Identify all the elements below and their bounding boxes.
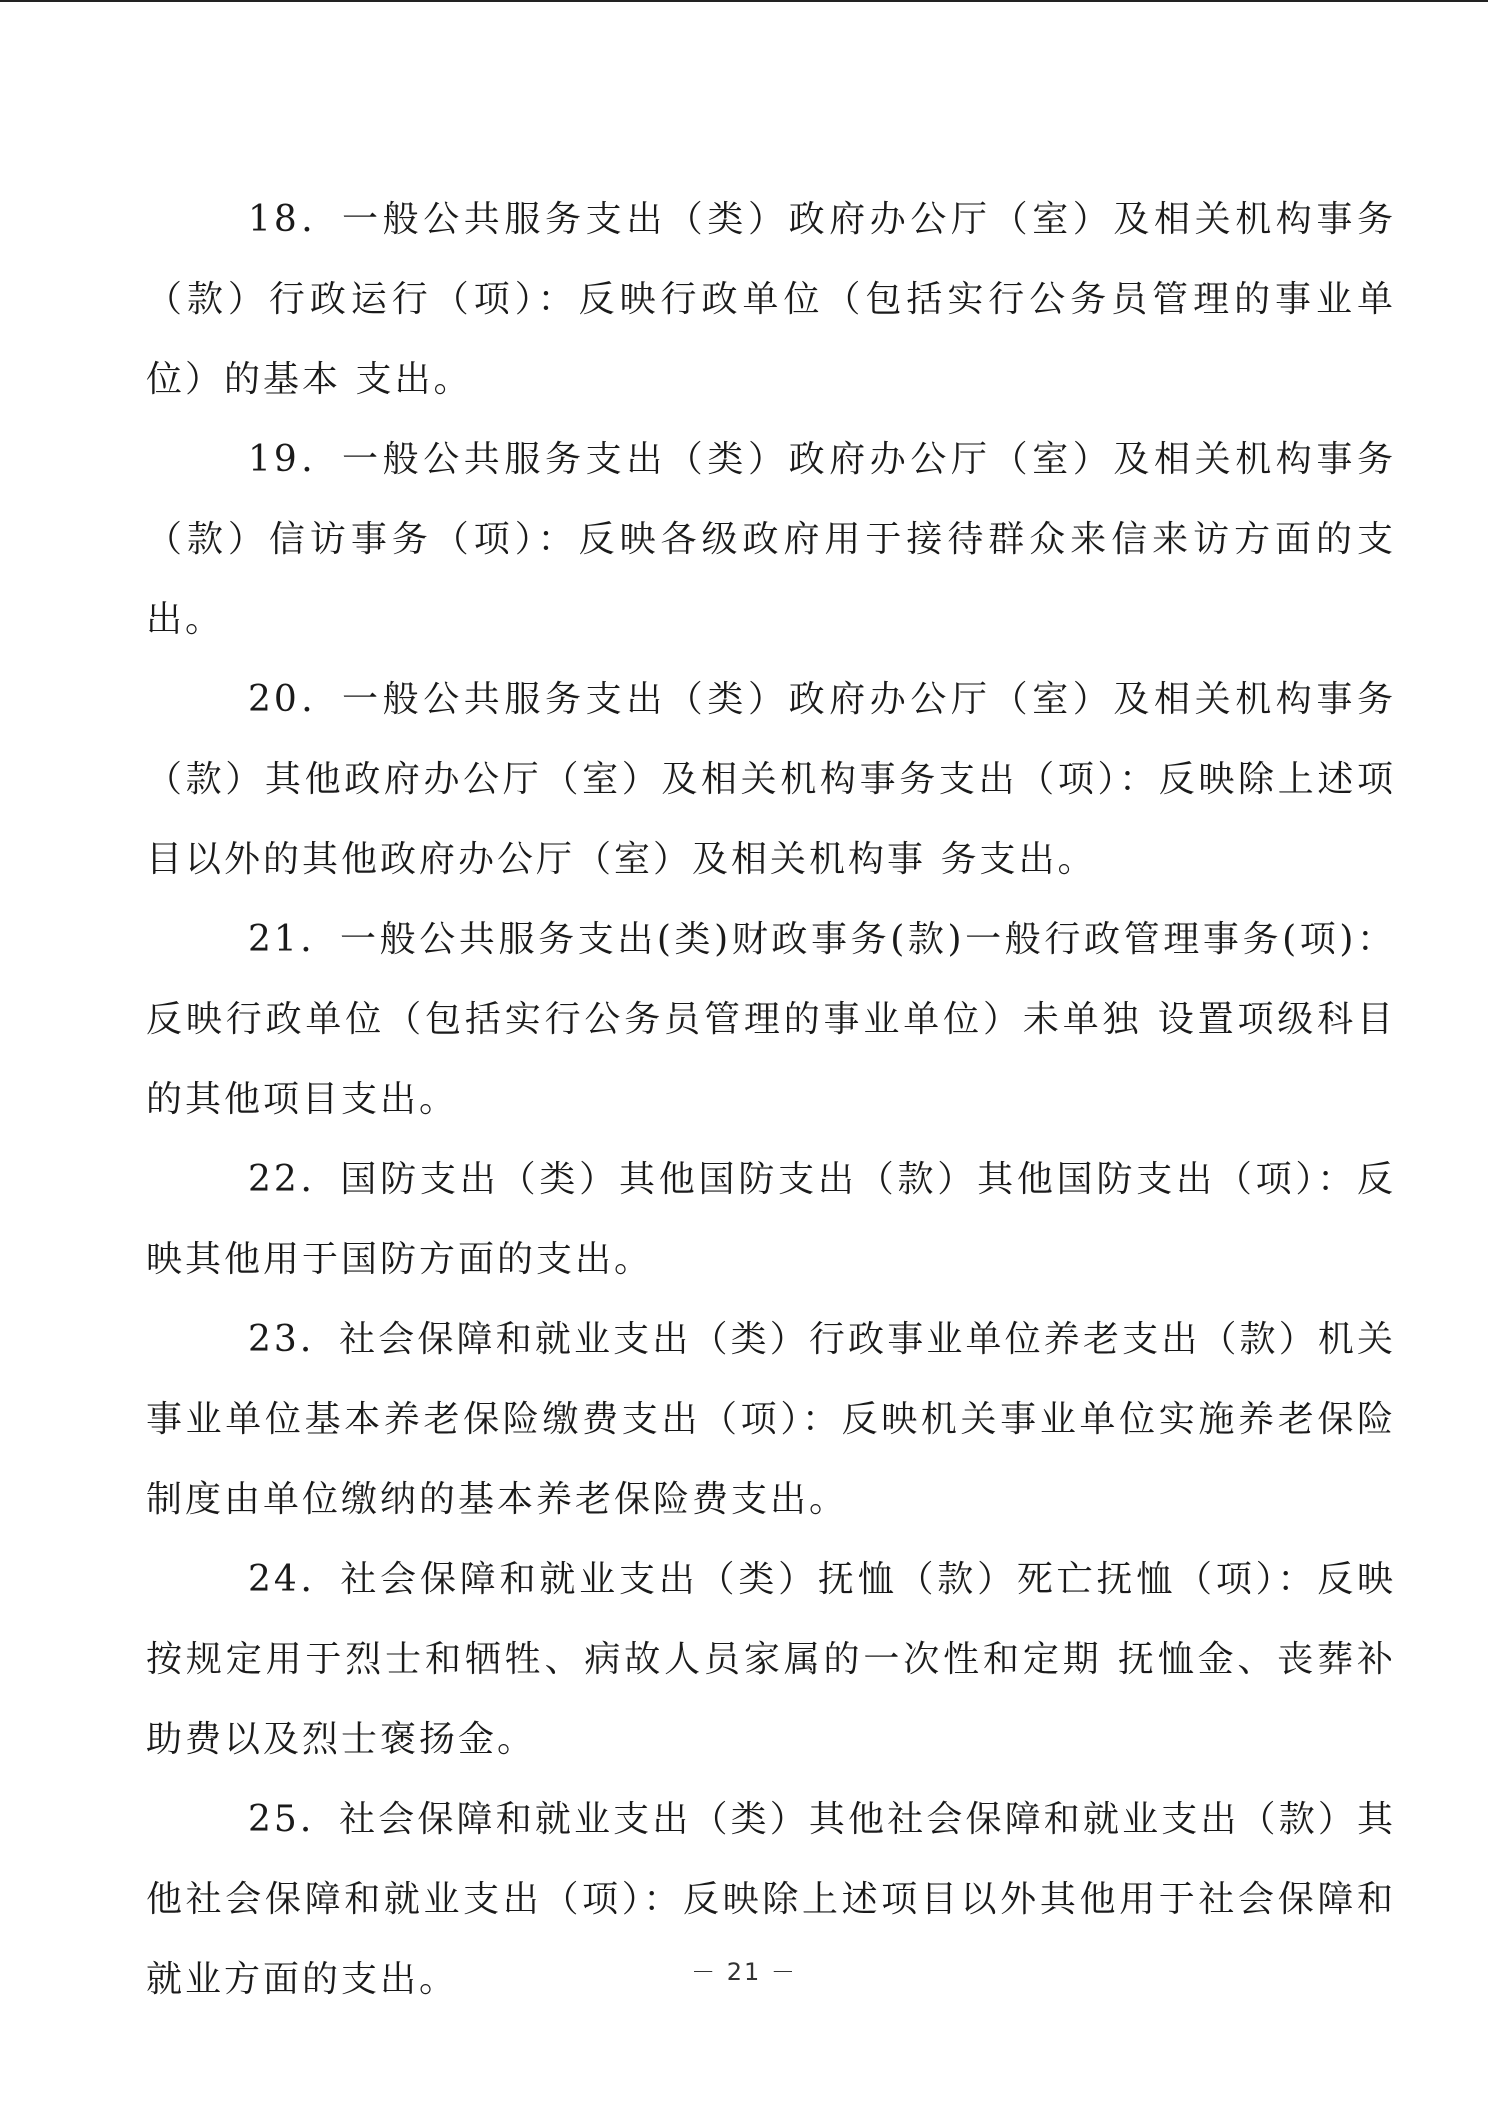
paragraph-item-20: 20．一般公共服务支出（类）政府办公厅（室）及相关机构事务（款）其他政府办公厅（室）及相关机构事务支出（项）：反映除上述项目以外的其他政府办公厅（室）及相关机构事 务支出。 [146,679,1396,880]
top-border-line [0,0,1488,2]
paragraph-item-21: 21．一般公共服务支出(类)财政事务(款)一般行政管理事务(项)：反映行政单位（包括实行公务员管理的事业单位）未单独 设置项级科目的其他项目支出。 [146,919,1396,1120]
paragraph-item-18: 18．一般公共服务支出（类）政府办公厅（室）及相关机构事务（款）行政运行（项）：反映行政单位（包括实行公务员管理的事业单位）的基本 支出。 [146,199,1396,400]
paragraph-item-19: 19．一般公共服务支出（类）政府办公厅（室）及相关机构事务（款）信访事务（项）：反映各级政府用于接待群众来信来访方面的支出。 [146,439,1396,640]
page-number: － 21 － [691,1958,797,1986]
document-body [146,180,1396,2020]
paragraph-item-22: 22．国防支出（类）其他国防支出（款）其他国防支出（项）：反映其他用于国防方面的支出。 [146,1159,1396,1280]
paragraph-item-25: 25．社会保障和就业支出（类）其他社会保障和就业支出（款）其他社会保障和就业支出（项）：反映除上述项目以外其他用于社会保障和就业方面的支出。 [146,1799,1396,2000]
paragraph-item-24: 24．社会保障和就业支出（类）抚恤（款）死亡抚恤（项）：反映按规定用于烈士和牺牲、病故人员家属的一次性和定期 抚恤金、丧葬补助费以及烈士褒扬金。 [146,1559,1396,1760]
paragraph-item-23: 23．社会保障和就业支出（类）行政事业单位养老支出（款）机关事业单位基本养老保险缴费支出（项）：反映机关事业单位实施养老保险制度由单位缴纳的基本养老保险费支出。 [146,1319,1396,1520]
